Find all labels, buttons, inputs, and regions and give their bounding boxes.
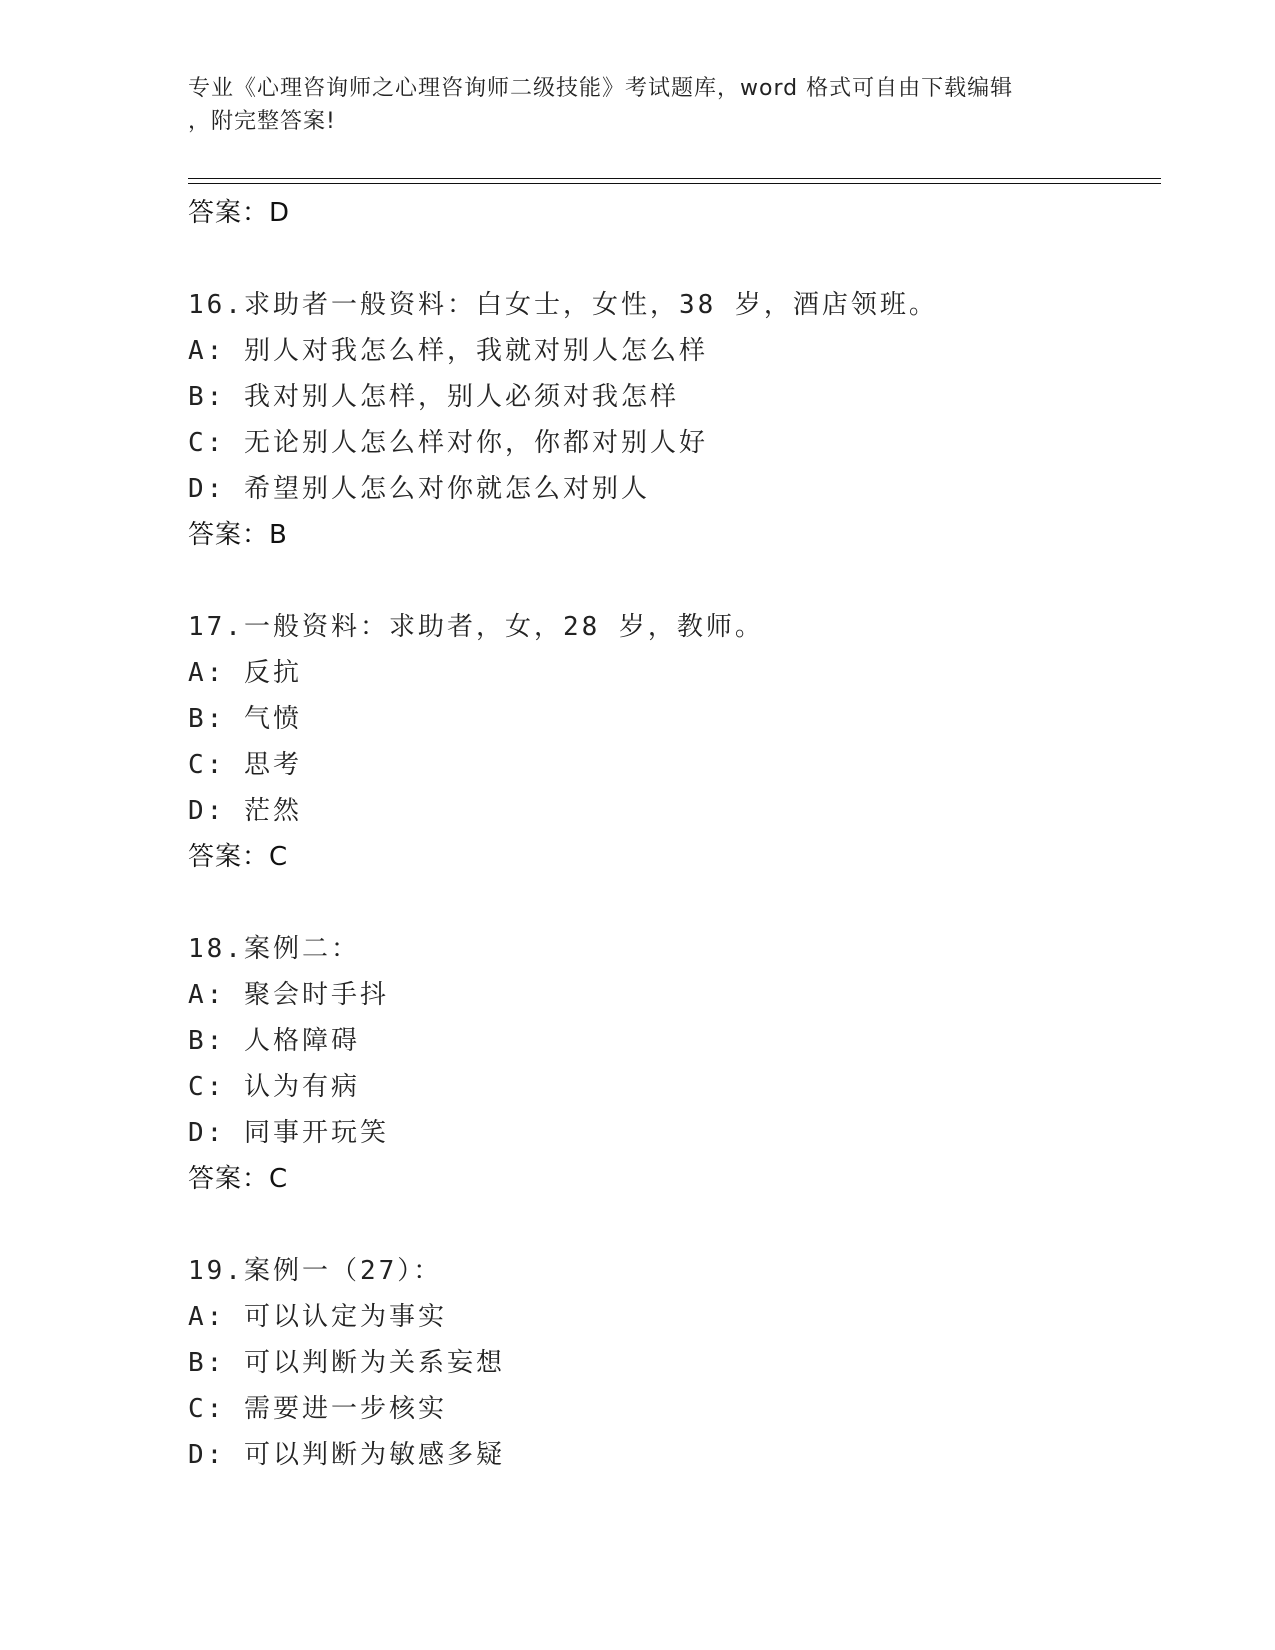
option-b: B: 气愤 xyxy=(188,704,302,734)
option-d: D: 希望别人怎么对你就怎么对别人 xyxy=(188,474,650,504)
option-c: C: 思考 xyxy=(188,750,302,780)
option-a: A: 可以认定为事实 xyxy=(188,1302,447,1332)
header-divider-top xyxy=(188,178,1161,179)
question-stem: 18.案例二： xyxy=(188,934,360,964)
option-c: C: 需要进一步核实 xyxy=(188,1394,447,1424)
option-c: C: 认为有病 xyxy=(188,1072,360,1102)
question-stem: 16.求助者一般资料：白女士，女性，38 岁，酒店领班。 xyxy=(188,290,938,320)
header-line-1: 专业《心理咨询师之心理咨询师二级技能》考试题库，word 格式可自由下载编辑 xyxy=(188,76,1014,101)
question-16 xyxy=(188,282,1148,558)
option-c: C: 无论别人怎么样对你，你都对别人好 xyxy=(188,428,708,458)
option-a: A: 聚会时手抖 xyxy=(188,980,389,1010)
header-line-2: ，附完整答案! xyxy=(188,109,336,134)
option-b: B: 可以判断为关系妄想 xyxy=(188,1348,505,1378)
question-18 xyxy=(188,926,1148,1202)
question-stem: 17.一般资料：求助者，女，28 岁，教师。 xyxy=(188,612,764,642)
document-header xyxy=(188,72,1088,138)
option-b: B: 我对别人怎样，别人必须对我怎样 xyxy=(188,382,679,412)
question-19 xyxy=(188,1248,1148,1478)
answer-label: 答案：D xyxy=(188,198,291,228)
option-d: D: 可以判断为敏感多疑 xyxy=(188,1440,505,1470)
question-list xyxy=(188,190,1148,1478)
option-b: B: 人格障碍 xyxy=(188,1026,360,1056)
option-d: D: 茫然 xyxy=(188,796,302,826)
answer-label: 答案：C xyxy=(188,842,289,872)
question-stem: 19.案例一（27）： xyxy=(188,1256,443,1286)
answer-label: 答案：C xyxy=(188,1164,289,1194)
question-17 xyxy=(188,604,1148,880)
option-a: A: 别人对我怎么样，我就对别人怎么样 xyxy=(188,336,708,366)
option-a: A: 反抗 xyxy=(188,658,302,688)
option-d: D: 同事开玩笑 xyxy=(188,1118,389,1148)
header-divider-bottom xyxy=(188,183,1161,184)
answer-label: 答案：B xyxy=(188,520,288,550)
